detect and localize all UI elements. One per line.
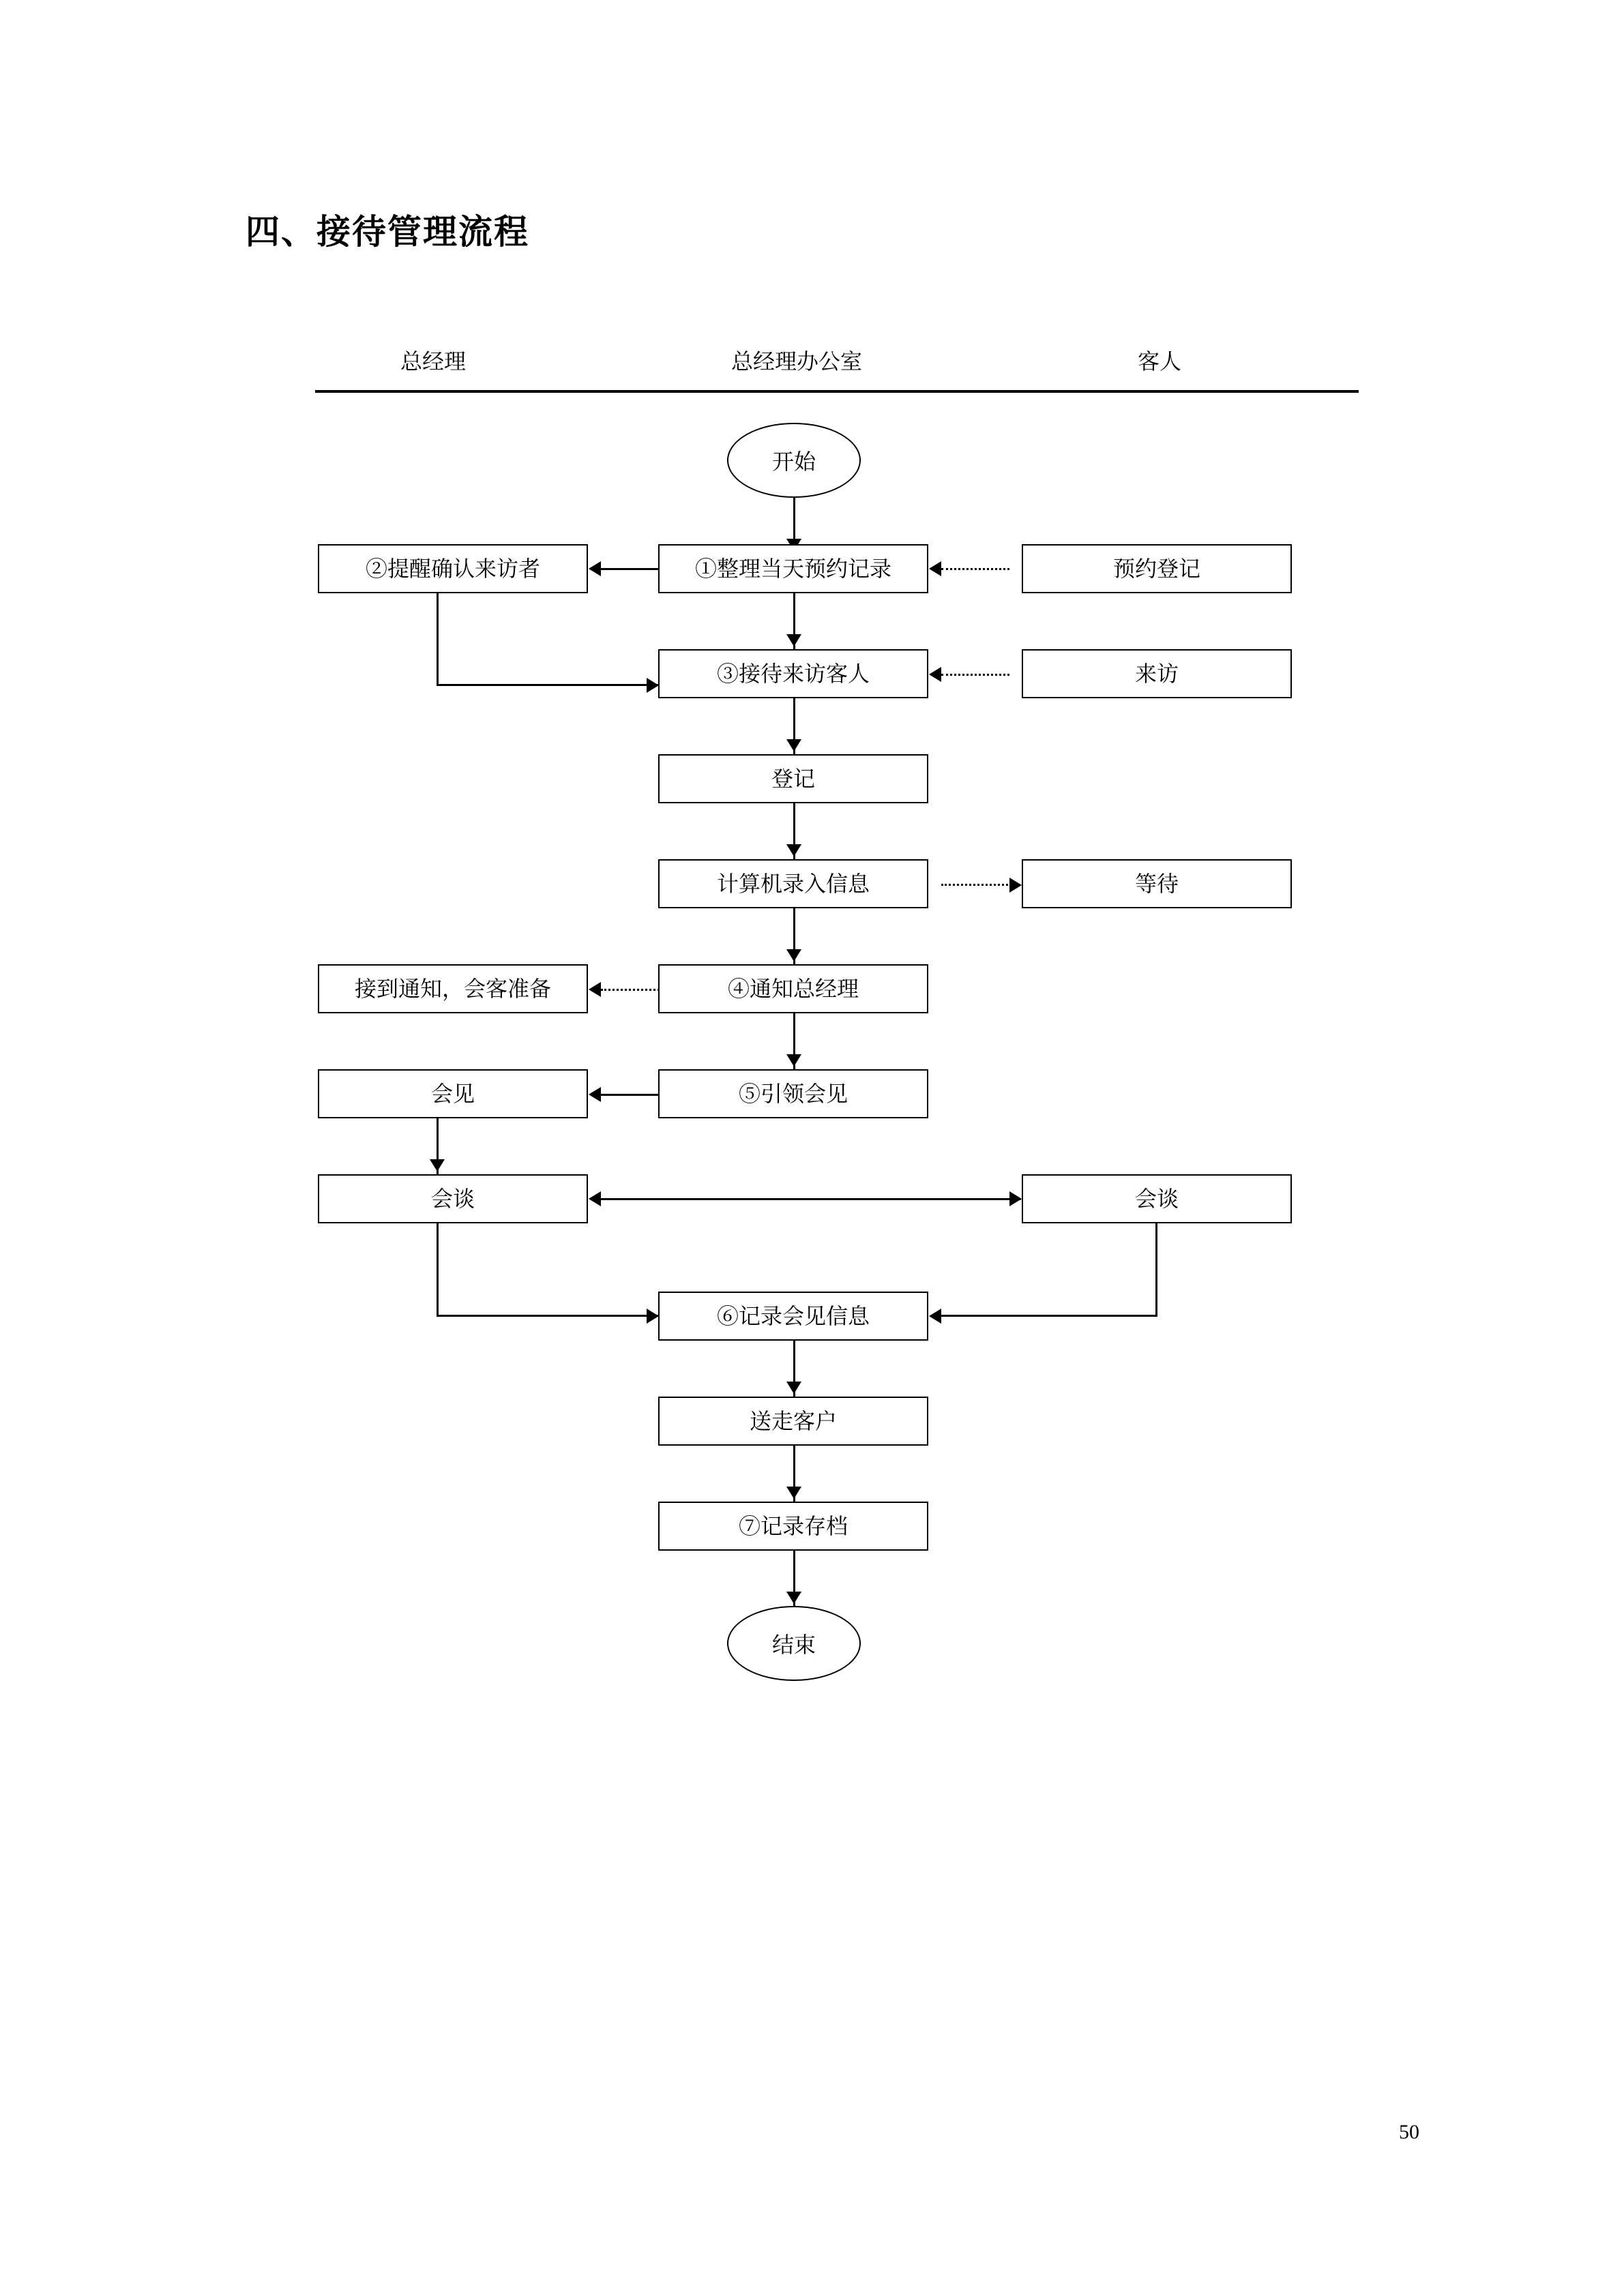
node-remind-confirm-visitor: ②提醒确认来访者 <box>318 544 588 593</box>
node-end: 结束 <box>727 1606 861 1681</box>
edge-visit-n3-arrow <box>929 667 941 682</box>
edge-talkleft-n6-horizontal <box>437 1315 658 1317</box>
edge-talkleft-n6-vertical <box>437 1223 439 1316</box>
edge-n4-notified <box>601 989 660 991</box>
node-computer-input: 计算机录入信息 <box>658 859 928 908</box>
node-talk-manager: 会谈 <box>318 1174 588 1223</box>
edge-n2-n3-arrow <box>647 678 659 693</box>
node-appointment-registration: 预约登记 <box>1022 544 1292 593</box>
edge-n1-n2 <box>601 568 660 570</box>
node-meet: 会见 <box>318 1069 588 1118</box>
node-visit: 来访 <box>1022 649 1292 698</box>
node-send-off-guest: 送走客户 <box>658 1397 928 1446</box>
edge-talkright-n6-vertical <box>1155 1223 1157 1316</box>
node-lead-meeting: ⑤引领会见 <box>658 1069 928 1118</box>
lane-header-guest: 客人 <box>1137 349 1182 374</box>
node-registration: 登记 <box>658 754 928 803</box>
edge-meet-talk-arrow <box>430 1159 445 1172</box>
node-start: 开始 <box>727 423 861 498</box>
edge-visit-n3 <box>941 674 1009 676</box>
node-notify-manager: ④通知总经理 <box>658 964 928 1013</box>
lane-header-office: 总经理办公室 <box>730 349 863 374</box>
edge-talk-talk <box>601 1198 1021 1200</box>
node-notified-prepare: 接到通知，会客准备 <box>318 964 588 1013</box>
node-organize-appointments: ①整理当天预约记录 <box>658 544 928 593</box>
edge-n7-end-arrow <box>786 1592 801 1604</box>
edge-n6-send-arrow <box>786 1382 801 1394</box>
page-title: 四、接待管理流程 <box>246 213 529 251</box>
edge-n4-notified-arrow <box>589 982 601 997</box>
node-talk-guest: 会谈 <box>1022 1174 1292 1223</box>
node-record-meeting: ⑥记录会见信息 <box>658 1292 928 1341</box>
edge-n5-meet <box>601 1094 660 1096</box>
edge-talk-talk-arrow-right <box>1009 1191 1022 1206</box>
edge-talkright-n6-horizontal <box>941 1315 1157 1317</box>
lane-header-manager: 总经理 <box>400 349 467 374</box>
edge-n2-n3-horizontal <box>437 684 658 686</box>
edge-n3-reg-arrow <box>786 739 801 751</box>
node-archive-record: ⑦记录存档 <box>658 1502 928 1551</box>
edge-booking-n1-arrow <box>929 561 941 576</box>
edge-n5-meet-arrow <box>589 1087 601 1102</box>
edge-n1-n3-arrow <box>786 634 801 646</box>
edge-booking-n1 <box>941 568 1009 570</box>
lane-divider <box>315 390 1359 393</box>
edge-send-n7-arrow <box>786 1487 801 1499</box>
edge-input-wait <box>941 884 1008 886</box>
edge-reg-input-arrow <box>786 844 801 856</box>
edge-talkleft-n6-arrow <box>647 1309 659 1324</box>
page-number: 50 <box>1399 2121 1419 2143</box>
node-receive-visitor: ③接待来访客人 <box>658 649 928 698</box>
edge-n2-n3-vertical <box>437 593 439 685</box>
edge-input-wait-arrow <box>1009 878 1022 893</box>
edge-talk-talk-arrow-left <box>589 1191 601 1206</box>
node-wait: 等待 <box>1022 859 1292 908</box>
edge-n1-n2-arrow <box>589 561 601 576</box>
edge-n4-n5-arrow <box>786 1054 801 1067</box>
edge-input-n4-arrow <box>786 949 801 961</box>
edge-talkright-n6-arrow <box>929 1309 941 1324</box>
